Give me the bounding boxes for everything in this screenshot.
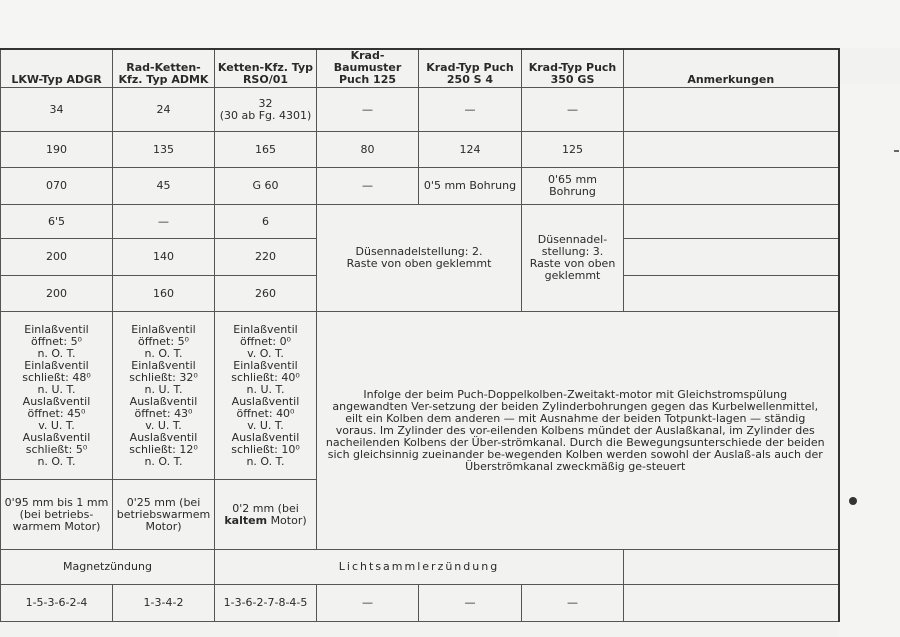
timing-line: n. O. T. (246, 454, 285, 468)
needle-setting-125-250: Düsennadelstellung: 2. Raste von oben geklemmt (317, 205, 522, 312)
header-lkw-adgr: LKW-Typ ADGR (1, 49, 113, 88)
header-anmerkungen: Anmerkungen (624, 49, 839, 88)
timing-line: öffnet: 5⁰ (31, 334, 82, 348)
header-puch-250: Krad-Typ Puch 250 S 4 (419, 49, 522, 88)
cell: — (522, 88, 624, 132)
header-admk: Rad-Ketten-Kfz. Typ ADMK (113, 49, 215, 88)
timing-line: v. O. T. (247, 346, 284, 360)
valve-clearance-admk: 0'25 mm (bei betriebswarmem Motor) (113, 480, 215, 550)
cell: 260 (215, 276, 317, 312)
scan-dot (849, 497, 857, 505)
note-cell (624, 239, 839, 276)
timing-line: v. U. T. (38, 418, 75, 432)
timing-line: schließt: 10⁰ (231, 442, 300, 456)
timing-line: schließt: 48⁰ (22, 370, 91, 384)
cell: — (317, 585, 419, 622)
timing-line: schließt: 12⁰ (129, 442, 198, 456)
timing-line: öffnet: 5⁰ (138, 334, 189, 348)
cell: 200 (1, 239, 113, 276)
timing-line: öffnet: 0⁰ (240, 334, 291, 348)
cell: 45 (113, 168, 215, 205)
table-row (1, 168, 839, 205)
timing-line: Auslaßventil (129, 394, 198, 408)
cell: 160 (113, 276, 215, 312)
cell: 0'5 mm Bohrung (419, 168, 522, 205)
cell: 140 (113, 239, 215, 276)
cell: 34 (1, 88, 113, 132)
cell: 200 (1, 276, 113, 312)
cell: 190 (1, 132, 113, 168)
timing-line: Einlaßventil (24, 322, 89, 336)
valve-timing-rso (215, 312, 317, 480)
header-puch-125: Krad-Baumuster Puch 125 (317, 49, 419, 88)
timing-line: schließt: 40⁰ (231, 370, 300, 384)
cell: 24 (113, 88, 215, 132)
cell: — (419, 585, 522, 622)
timing-line: schließt: 5⁰ (25, 442, 88, 456)
timing-line: n. U. T. (144, 382, 183, 396)
cell: 6'5 (1, 205, 113, 239)
timing-line: Einlaßventil (233, 358, 298, 372)
timing-line: öffnet: 45⁰ (27, 406, 86, 420)
cell: 0'65 mm Bohrung (522, 168, 624, 205)
valve-clearance-adgr: 0'95 mm bis 1 mm (bei betriebs-warmem Motor) (1, 480, 113, 550)
table-row (1, 132, 839, 168)
note-cell (624, 168, 839, 205)
cell-emphasis: kaltem (224, 513, 268, 527)
cell: 125 (522, 132, 624, 168)
timing-line: n. O. T. (144, 346, 183, 360)
cell: 124 (419, 132, 522, 168)
timing-line: n. O. T. (37, 346, 76, 360)
puch-engine-note: Infolge der beim Puch-Doppelkolben-Zweitakt-motor mit Gleichstromspülung angewandten Ver-setzung der beiden Zylinderbohrungen gegen das Kurbelwellenmittel, eilt ein Kolben dem anderen — mit Ausnahme der beiden Totpunkt-lagen — ständig voraus. Im Zylinder des vor-eilenden Kolbens mündet der Auslaßkanal, im Zylinder des nacheilenden Kolbens der Über-strömkanal. Durch die Bewegungsunterschiede der beiden sich gleichsinnig zueinander be-wegenden Kolben werden sowohl der Auslaß-als auch der Überströmkanal zweckmäßig ge-steuert (317, 312, 839, 550)
timing-line: öffnet: 40⁰ (236, 406, 295, 420)
timing-line: Auslaßventil (231, 430, 300, 444)
cell: 80 (317, 132, 419, 168)
timing-line: Auslaßventil (22, 394, 91, 408)
cell: — (113, 205, 215, 239)
note-cell (624, 585, 839, 622)
header-row (1, 49, 839, 88)
cell: — (419, 88, 522, 132)
cell-line: Motor) (270, 513, 307, 527)
timing-line: n. O. T. (37, 454, 76, 468)
note-cell (624, 88, 839, 132)
cell: — (317, 168, 419, 205)
timing-line: n. U. T. (246, 382, 285, 396)
note-cell (624, 205, 839, 239)
cell: 135 (113, 132, 215, 168)
timing-line: Einlaßventil (131, 322, 196, 336)
table-row (1, 205, 839, 239)
scan-mark (894, 150, 899, 152)
cell-line: (30 ab Fg. 4301) (219, 108, 312, 122)
cell-line: 0'2 mm (bei (232, 501, 299, 515)
table-row (1, 312, 839, 480)
timing-line: schließt: 32⁰ (129, 370, 198, 384)
header-puch-350: Krad-Typ Puch 350 GS (522, 49, 624, 88)
cell: — (317, 88, 419, 132)
cell: 6 (215, 205, 317, 239)
header-rso: Ketten-Kfz. Typ RSO/01 (215, 49, 317, 88)
valve-clearance-rso (215, 480, 317, 550)
table-row (1, 88, 839, 132)
ignition-magneto: Magnetzündung (1, 550, 215, 585)
timing-line: Einlaßventil (24, 358, 89, 372)
timing-line: Einlaßventil (131, 358, 196, 372)
table-row (1, 550, 839, 585)
page-margin-top (0, 0, 900, 48)
note-cell (624, 550, 839, 585)
note-cell (624, 276, 839, 312)
cell (215, 88, 317, 132)
timing-line: öffnet: 43⁰ (134, 406, 193, 420)
cell: G 60 (215, 168, 317, 205)
cell: 165 (215, 132, 317, 168)
valve-timing-adgr (1, 312, 113, 480)
timing-line: Auslaßventil (129, 430, 198, 444)
cell: — (522, 585, 624, 622)
spec-table (0, 48, 840, 622)
timing-line: Auslaßventil (22, 430, 91, 444)
valve-timing-admk (113, 312, 215, 480)
timing-line: Auslaßventil (231, 394, 300, 408)
timing-line: v. U. T. (145, 418, 182, 432)
cell-line: 32 (258, 96, 273, 110)
ignition-battery: Lichtsammlerzündung (215, 550, 624, 585)
cell: 070 (1, 168, 113, 205)
page-margin-right (838, 84, 900, 637)
timing-line: n. U. T. (37, 382, 76, 396)
note-cell (624, 132, 839, 168)
timing-line: v. U. T. (247, 418, 284, 432)
needle-setting-350: Düsennadel- stellung: 3. Raste von oben geklemmt (522, 205, 624, 312)
cell: 1-5-3-6-2-4 (1, 585, 113, 622)
timing-line: Einlaßventil (233, 322, 298, 336)
table-row (1, 585, 839, 622)
timing-line: n. O. T. (144, 454, 183, 468)
cell: 220 (215, 239, 317, 276)
cell: 1-3-4-2 (113, 585, 215, 622)
cell: 1-3-6-2-7-8-4-5 (215, 585, 317, 622)
